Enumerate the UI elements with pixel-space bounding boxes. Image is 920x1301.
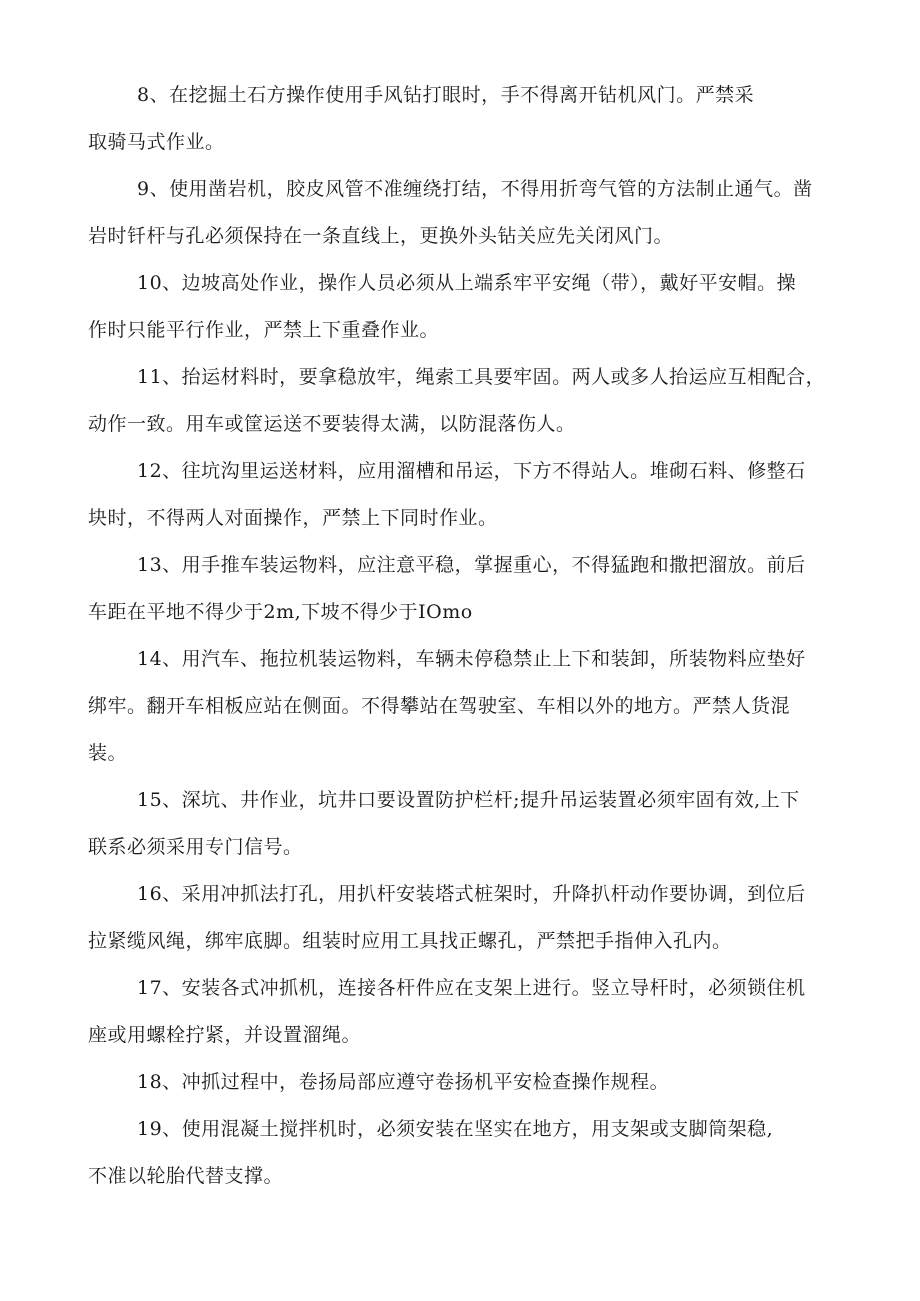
paragraph-line: 座或用螺栓拧紧，并设置溜绳。 — [88, 1024, 362, 1046]
paragraph-12 — [88, 448, 828, 542]
paragraph-line: 10、边坡高处作业，操作人员必须从上端系牢平安绳（带），戴好平安帽。操 — [137, 272, 797, 294]
paragraph-line: 作时只能平行作业，严禁上下重叠作业。 — [88, 319, 440, 341]
paragraph-9 — [88, 166, 828, 260]
paragraph-line: 动作一致。用车或筐运送不要装得太满，以防混落伤人。 — [88, 413, 576, 435]
paragraph-10 — [88, 260, 828, 354]
paragraph-line: 11、抬运材料时，要拿稳放牢，绳索工具要牢固。两人或多人抬运应互相配合， — [137, 366, 826, 388]
paragraph-line: 联系必须采用专门信号。 — [88, 836, 303, 858]
paragraph-line: 绑牢。翻开车相板应站在侧面。不得攀站在驾驶室、车相以外的地方。严禁人货混 — [88, 695, 791, 717]
paragraph-line: 13、用手推车装运物料，应注意平稳，掌握重心，不得猛跑和撒把溜放。前后 — [137, 554, 806, 576]
paragraph-line: 取骑马式作业。 — [88, 131, 225, 153]
paragraph-line: 17、安装各式冲抓机，连接各杆件应在支架上进行。竖立导杆时，必须锁住机 — [137, 977, 806, 999]
paragraph-16 — [88, 871, 828, 965]
paragraph-line: 装。 — [88, 742, 128, 764]
paragraph-line: 岩时钎杆与孔必须保持在一条直线上，更换外头钻关应先关闭风门。 — [88, 225, 674, 247]
paragraph-14 — [88, 636, 828, 777]
paragraph-line: 16、采用冲抓法打孔，用扒杆安装塔式桩架时，升降扒杆动作要协调，到位后 — [137, 883, 806, 905]
paragraph-line: 8、在挖掘土石方操作使用手风钻打眼时，手不得离开钻机风门。严禁采 — [137, 84, 755, 106]
paragraph-line: 18、冲抓过程中，卷扬局部应遵守卷扬机平安检查操作规程。 — [137, 1071, 670, 1093]
paragraph-11 — [88, 354, 828, 448]
paragraph-line: 9、使用凿岩机，胶皮风管不准缠绕打结，不得用折弯气管的方法制止通气。凿 — [137, 178, 813, 200]
paragraph-line: 14、用汽车、拖拉机装运物料，车辆未停稳禁止上下和装卸，所装物料应垫好 — [137, 648, 806, 670]
document-page — [88, 72, 828, 1200]
paragraph-line: 车距在平地不得少于2m,下坡不得少于IOmo — [88, 601, 473, 623]
paragraph-line: 19、使用混凝土搅拌机时，必须安装在坚实在地方，用支架或支脚筒架稳, — [137, 1118, 774, 1140]
paragraph-15 — [88, 777, 828, 871]
paragraph-line: 12、往坑沟里运送材料，应用溜槽和吊运，下方不得站人。堆砌石料、修整石 — [137, 460, 806, 482]
paragraph-line: 块时，不得两人对面操作，严禁上下同时作业。 — [88, 507, 498, 529]
paragraph-18 — [88, 1059, 828, 1106]
paragraph-13 — [88, 542, 828, 636]
paragraph-17 — [88, 965, 828, 1059]
paragraph-19 — [88, 1106, 828, 1200]
paragraph-8 — [88, 72, 828, 166]
paragraph-line: 拉紧缆风绳，绑牢底脚。组装时应用工具找正螺孔，严禁把手指伸入孔内。 — [88, 930, 732, 952]
paragraph-line: 不准以轮胎代替支撑。 — [88, 1165, 284, 1187]
paragraph-line: 15、深坑、井作业，坑井口要设置防护栏杆;提升吊运装置必须牢固有效,上下 — [137, 789, 800, 811]
